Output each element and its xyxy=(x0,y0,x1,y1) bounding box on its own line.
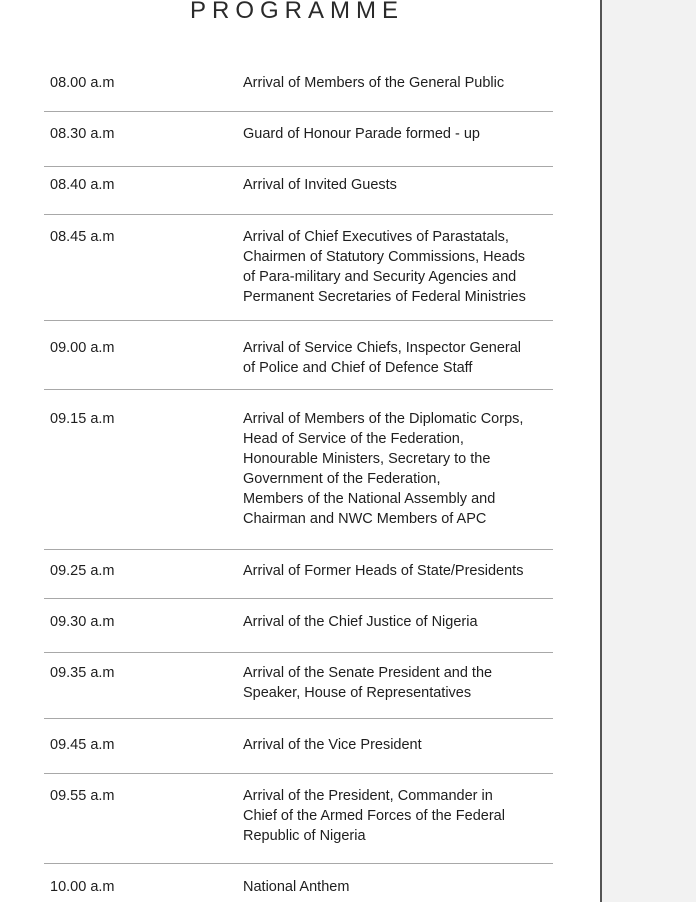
row-time: 08.00 a.m xyxy=(50,75,115,91)
programme-row xyxy=(44,735,553,774)
row-time: 10.00 a.m xyxy=(50,879,115,895)
row-time: 09.30 a.m xyxy=(50,614,115,630)
row-time: 08.45 a.m xyxy=(50,229,115,245)
row-event: Arrival of Former Heads of State/Presidents xyxy=(243,563,524,579)
row-event: Arrival of the President, Commander in Chief of the Armed Forces of the Federal Republic of Nigeria xyxy=(243,788,505,844)
programme-row xyxy=(44,338,553,390)
row-event: National Anthem xyxy=(243,879,350,895)
row-event: Arrival of the Vice President xyxy=(243,737,422,753)
row-event: Arrival of Members of the General Public xyxy=(243,75,505,91)
row-event: Arrival of Members of the Diplomatic Corps, Head of Service of the Federation, Honourable Ministers, Secretary to the Government of the Federation, Members of the National Assembly and Chairman and NWC Members of APC xyxy=(243,411,524,527)
programme-row xyxy=(44,612,553,653)
row-event: Arrival of Service Chiefs, Inspector General of Police and Chief of Defence Staff xyxy=(243,340,522,376)
programme-row xyxy=(44,73,553,112)
row-event: Guard of Honour Parade formed - up xyxy=(243,126,480,142)
row-time: 09.00 a.m xyxy=(50,340,115,356)
row-time: 09.45 a.m xyxy=(50,737,115,753)
row-time: 09.15 a.m xyxy=(50,411,115,427)
row-time: 08.30 a.m xyxy=(50,126,115,142)
row-time: 08.40 a.m xyxy=(50,177,115,193)
programme-row xyxy=(44,175,553,215)
programme-row xyxy=(44,227,553,321)
row-event: Arrival of Invited Guests xyxy=(243,177,397,193)
row-event: Arrival of the Senate President and the Speaker, House of Representatives xyxy=(243,665,493,701)
row-time: 09.25 a.m xyxy=(50,563,115,579)
programme-row xyxy=(44,409,553,550)
programme-row xyxy=(44,786,553,864)
page-title: PROGRAMME xyxy=(190,0,405,24)
programme-row xyxy=(44,663,553,719)
row-event: Arrival of the Chief Justice of Nigeria xyxy=(243,614,478,630)
row-time: 09.35 a.m xyxy=(50,665,115,681)
programme-row xyxy=(44,877,553,902)
programme-row xyxy=(44,124,553,167)
row-time: 09.55 a.m xyxy=(50,788,115,804)
programme-row xyxy=(44,561,553,599)
row-event: Arrival of Chief Executives of Parastatals, Chairmen of Statutory Commissions, Heads of Para-military and Security Agencies and Permanent Secretaries of Federal Ministries xyxy=(243,229,526,305)
